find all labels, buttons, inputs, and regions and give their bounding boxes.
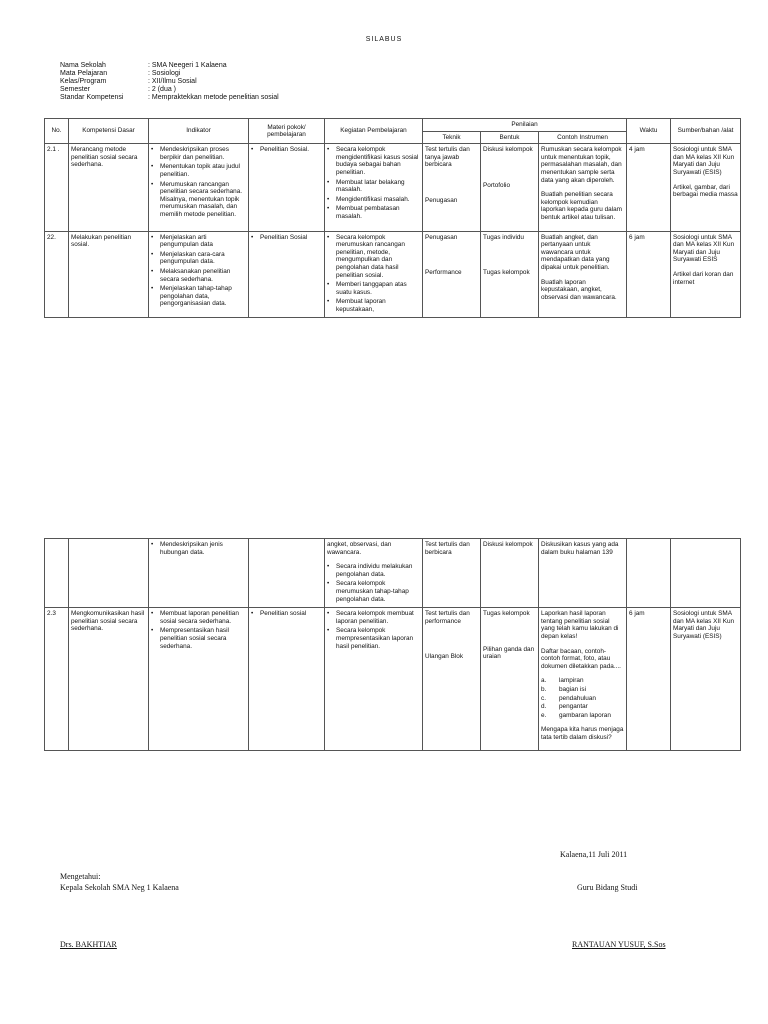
kegiatan-item: • Secara kelompok merumuskan rancangan penelitian, metode, mengumpulkan dan pengolahan data hasil penelitian sosial. bbox=[327, 234, 420, 280]
info-value: : XII/Ilmu Sosial bbox=[148, 78, 197, 85]
option-text: pendahuluan bbox=[559, 694, 596, 702]
table-row bbox=[45, 608, 741, 751]
cell-kegiatan bbox=[325, 144, 423, 231]
cell-contoh bbox=[539, 539, 627, 608]
document-title: SILABUS bbox=[365, 36, 403, 43]
bentuk-item: Tugas individu bbox=[483, 233, 524, 241]
bentuk-item: Tugas kelompok bbox=[483, 610, 530, 618]
cell-contoh bbox=[539, 608, 627, 751]
syllabus-table-part-1 bbox=[44, 118, 741, 318]
bentuk-item: Portofolio bbox=[483, 181, 510, 189]
cell-waktu bbox=[627, 608, 671, 751]
indikator-item: • Membuat laporan penelitian sosial secara sederhana. bbox=[151, 610, 246, 625]
kompetensi-text: Merancang metode penelitian sosial secara sederhana. bbox=[71, 146, 138, 169]
cell-no bbox=[45, 231, 69, 318]
teknik-item: Test tertulis dan tanya jawab berbicara bbox=[425, 146, 470, 169]
contoh-options bbox=[541, 677, 624, 719]
info-key: Semester bbox=[60, 86, 90, 93]
materi-item: • Penelitian Sosial bbox=[251, 234, 322, 242]
cell-kegiatan bbox=[325, 231, 423, 318]
kompetensi-text: Melakukan penelitian sosial. bbox=[71, 233, 132, 249]
header-row bbox=[45, 119, 741, 132]
materi-item: • Penelitian sosial bbox=[251, 610, 322, 618]
option-line bbox=[541, 686, 624, 694]
cell-sumber bbox=[671, 608, 741, 751]
option-line bbox=[541, 712, 624, 720]
cell-sumber bbox=[671, 539, 741, 608]
cell-bentuk bbox=[481, 144, 539, 231]
cell-teknik bbox=[423, 539, 481, 608]
guru-title: Guru Bidang Studi bbox=[577, 883, 638, 892]
contoh-item: Mengapa kita harus menjaga tata tertib dalam diskusi? bbox=[541, 726, 624, 741]
place-date: Kalaena,11 Juli 2011 bbox=[560, 850, 628, 859]
option-line bbox=[541, 677, 624, 685]
table-row bbox=[45, 539, 741, 608]
cell-sumber bbox=[671, 231, 741, 318]
info-row bbox=[60, 62, 279, 70]
indikator-item: • Mempresentasikan hasil penelitian sosial secara sederhana. bbox=[151, 627, 246, 650]
cell-contoh bbox=[539, 144, 627, 231]
col-header-kd: Kompetensi Dasar bbox=[69, 119, 149, 144]
materi-item: • Penelitian Sosial. bbox=[251, 146, 322, 154]
info-row bbox=[60, 94, 279, 102]
info-key: Kelas/Program bbox=[60, 78, 107, 85]
option-text: gambaran laporan bbox=[559, 711, 611, 719]
table-row bbox=[45, 144, 741, 231]
col-header-contoh: Contoh Instrumen bbox=[539, 131, 627, 144]
option-line bbox=[541, 703, 624, 711]
cell-no bbox=[45, 539, 69, 608]
col-header-materi: Materi pokok/ pembelajaran bbox=[249, 119, 325, 144]
syllabus-table-part-2 bbox=[44, 538, 741, 751]
col-header-indikator: Indikator bbox=[149, 119, 249, 144]
info-key: Standar Kompetensi bbox=[60, 94, 124, 101]
option-label: c. bbox=[541, 694, 546, 702]
option-label: d. bbox=[541, 703, 547, 711]
kepala-sekolah-name: Drs. BAKHTIAR bbox=[60, 940, 117, 949]
option-label: a. bbox=[541, 677, 547, 685]
cell-teknik bbox=[423, 144, 481, 231]
info-value: : 2 (dua ) bbox=[148, 86, 177, 93]
teknik-item: Test tertulis dan berbicara bbox=[425, 541, 470, 556]
cell-materi bbox=[249, 231, 325, 318]
option-label: b. bbox=[541, 685, 547, 693]
indikator-item: • Menentukan topik atau judul penelitian. bbox=[151, 163, 246, 178]
teknik-item: Ulangan Blok bbox=[425, 653, 464, 661]
indikator-item: • Menjelaskan tahap-tahap pengolahan data, pengorganisasian data. bbox=[151, 285, 246, 308]
bentuk-item: Diskusi kelompok bbox=[483, 146, 533, 154]
cell-contoh bbox=[539, 231, 627, 318]
teknik-item: Performance bbox=[425, 269, 462, 277]
cell-materi bbox=[249, 539, 325, 608]
bentuk-item: Pilihan ganda dan uraian bbox=[483, 645, 535, 661]
kegiatan-item: • Memberi tanggapan atas suatu kasus. bbox=[327, 281, 420, 296]
cell-bentuk bbox=[481, 608, 539, 751]
cell-materi bbox=[249, 144, 325, 231]
kepala-sekolah-title: Kepala Sekolah SMA Neg 1 Kalaena bbox=[60, 883, 179, 892]
contoh-item: Buatlah laporan kepustakaan, angket, observasi dan wawancara. bbox=[541, 278, 617, 301]
indikator-item: • Mendeskripsikan jenis hubungan data. bbox=[151, 541, 246, 556]
cell-kd bbox=[69, 144, 149, 231]
col-header-penilaian: Penilaian bbox=[423, 119, 627, 132]
indikator-item: • Menjelaskan arti pengumpulan data bbox=[151, 234, 246, 249]
kegiatan-item: • Membuat laporan kepustakaan, bbox=[327, 298, 420, 313]
waktu-text: 6 jam bbox=[629, 233, 645, 241]
contoh-item: Buatlah penelitian secara kelompok kemudian laporkan kepada guru dalam bentuk artikel atau tulisan. bbox=[541, 191, 623, 221]
info-row bbox=[60, 86, 279, 94]
kegiatan-item: • Membuat pembatasan masalah. bbox=[327, 205, 420, 220]
info-row bbox=[60, 78, 279, 86]
cell-waktu bbox=[627, 144, 671, 231]
sumber-item: Sosiologi untuk SMA dan MA kelas XII Kun Maryati dan Juju Suryawati (ESIS) bbox=[673, 610, 735, 640]
kegiatan-item: • Secara kelompok mempresentasikan laporan hasil penelitian. bbox=[327, 627, 420, 650]
cell-no bbox=[45, 608, 69, 751]
cell-kegiatan bbox=[325, 608, 423, 751]
waktu-text: 4 jam bbox=[629, 146, 645, 154]
cell-waktu bbox=[627, 231, 671, 318]
option-text: lampiran bbox=[559, 677, 584, 685]
cell-bentuk bbox=[481, 539, 539, 608]
cell-waktu bbox=[627, 539, 671, 608]
row-number: 22. bbox=[47, 233, 56, 241]
kompetensi-text: Mengkomunikasikan hasil penelitian sosial secara sederhana. bbox=[71, 610, 145, 633]
kegiatan-item: • Secara individu melakukan pengolahan data. bbox=[327, 563, 420, 578]
indikator-item: • Merumuskan rancangan penelitian secara sederhana. Misalnya, menentukan topik merumuskan masalah, dan memilih metode penelitian. bbox=[151, 181, 246, 219]
cell-teknik bbox=[423, 231, 481, 318]
indikator-item: • Menjelaskan cara-cara pengumpulan data. bbox=[151, 251, 246, 266]
contoh-item: Laporkan hasil laporan tentang penelitian sosial yang telah kamu lakukan di depan kelas! bbox=[541, 610, 619, 640]
indikator-item: • Mendeskripsikan proses berpikir dan penelitian. bbox=[151, 146, 246, 161]
option-label: e. bbox=[541, 711, 547, 719]
kegiatan-item: • Secara kelompok mengidentifikasi kasus sosial budaya sebagai bahan penelitian. bbox=[327, 146, 420, 176]
indikator-item: • Melaksanakan penelitian secara sederhana. bbox=[151, 268, 246, 283]
info-key: Nama Sekolah bbox=[60, 62, 106, 69]
contoh-item: Daftar bacaan, contoh-contoh format, foto, atau dokumen diletakkan pada.... bbox=[541, 647, 621, 670]
teknik-item: Penugasan bbox=[425, 196, 458, 204]
info-value: : Mempraktekkan metode penelitian sosial bbox=[148, 94, 279, 101]
cell-bentuk bbox=[481, 231, 539, 318]
teknik-item: Penugasan bbox=[425, 233, 458, 241]
cell-indikator bbox=[149, 231, 249, 318]
contoh-item: Buatlah angket, dan pertanyaan untuk wawancara untuk mendapatkan data yang dipakai untuk penelitian. bbox=[541, 233, 610, 271]
col-header-bentuk: Bentuk bbox=[481, 131, 539, 144]
cell-sumber bbox=[671, 144, 741, 231]
cell-kd bbox=[69, 608, 149, 751]
contoh-item: Diskusikan kasus yang ada dalam buku halaman 139 bbox=[541, 541, 619, 556]
info-value: : SMA Neegeri 1 Kalaena bbox=[148, 62, 227, 69]
cell-no bbox=[45, 144, 69, 231]
kegiatan-text: angket, observasi, dan wawancara. bbox=[327, 541, 392, 556]
col-header-no: No. bbox=[45, 119, 69, 144]
info-value: : Sosiologi bbox=[148, 70, 181, 77]
teknik-item: Test tertulis dan performance bbox=[425, 610, 470, 625]
sumber-item: Artikel dari koran dan internet bbox=[673, 270, 734, 286]
waktu-text: 6 jam bbox=[629, 610, 645, 618]
kegiatan-item: • Mengidentifikasi masalah. bbox=[327, 196, 420, 204]
col-header-kegiatan: Kegiatan Pembelajaran bbox=[325, 119, 423, 144]
row-number: 2.3 bbox=[47, 610, 56, 618]
cell-materi bbox=[249, 608, 325, 751]
contoh-item: Rumuskan secara kelompok untuk menentukan topik, permasalahan masalah, dan menentukan sample serta data yang akan diperoleh. bbox=[541, 146, 622, 184]
cell-teknik bbox=[423, 608, 481, 751]
table-row bbox=[45, 231, 741, 318]
sumber-item: Artikel, gambar, dari berbagai media massa bbox=[673, 183, 738, 199]
cell-kegiatan bbox=[325, 539, 423, 608]
option-line bbox=[541, 695, 624, 703]
guru-name: RANTAUAN YUSUF, S.Sos bbox=[572, 940, 666, 949]
cell-indikator bbox=[149, 608, 249, 751]
bentuk-item: Tugas kelompok bbox=[483, 269, 530, 277]
bentuk-item: Diskusi kelompok bbox=[483, 541, 533, 548]
option-text: pengantar bbox=[559, 703, 588, 711]
kegiatan-item: • Secara kelompok merumuskan tahap-tahap pengolahan data. bbox=[327, 580, 420, 603]
col-header-waktu: Waktu bbox=[627, 119, 671, 144]
cell-kd bbox=[69, 231, 149, 318]
sumber-item: Sosiologi untuk SMA dan MA kelas XII Kun Maryati dan Juju Suryawati (ESIS) bbox=[673, 146, 735, 176]
row-number: 2.1 . bbox=[47, 146, 60, 154]
info-key: Mata Pelajaran bbox=[60, 70, 108, 77]
cell-indikator bbox=[149, 144, 249, 231]
kegiatan-item: • Membuat latar belakang masalah. bbox=[327, 179, 420, 194]
col-header-teknik: Teknik bbox=[423, 131, 481, 144]
kegiatan-item: • Secara kelompok membuat laporan penelitian. bbox=[327, 610, 420, 625]
col-header-sumber: Sumber/bahan /alat bbox=[671, 119, 741, 144]
option-text: bagian isi bbox=[559, 685, 587, 693]
cell-kd bbox=[69, 539, 149, 608]
cell-indikator bbox=[149, 539, 249, 608]
identity-block bbox=[60, 62, 279, 102]
info-row bbox=[60, 70, 279, 78]
sumber-item: Sosiologi untuk SMA dan MA kelas XII Kun Maryati dan Juju Suryawati ESIS bbox=[673, 233, 735, 264]
mengetahui-label: Mengetahui: bbox=[60, 872, 101, 881]
